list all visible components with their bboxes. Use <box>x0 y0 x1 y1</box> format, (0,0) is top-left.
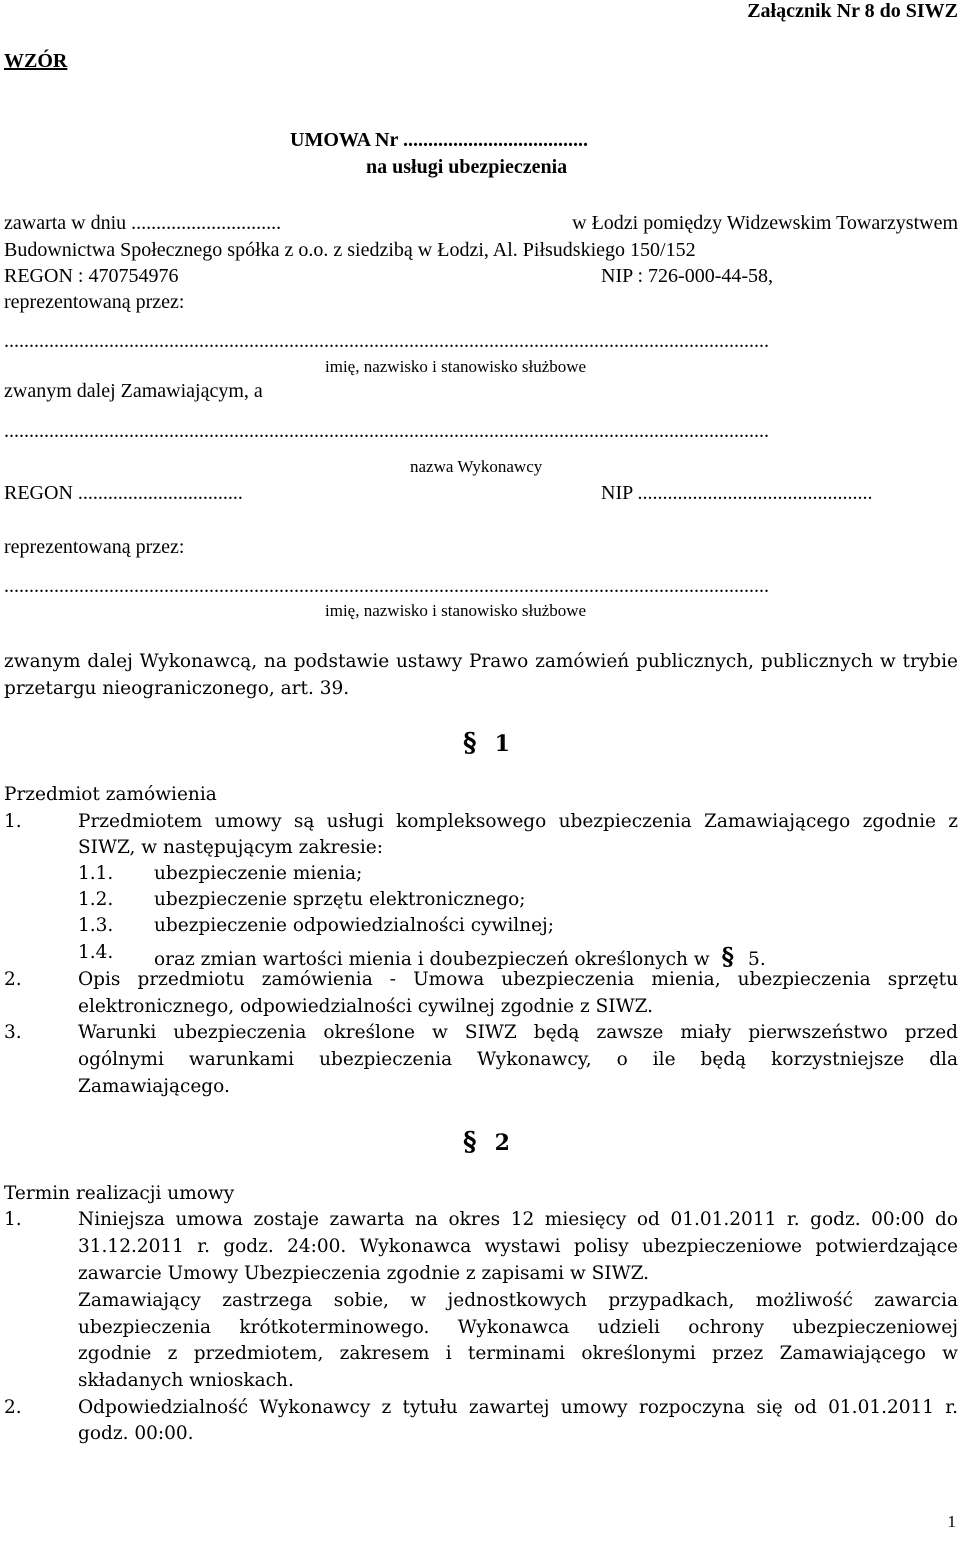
s2-p2-line2: godz. 00:00. <box>78 1423 194 1444</box>
s1-p2-line1: Opis przedmiotu zamówienia - Umowa ubezpieczenia mienia, ubezpieczenia sprzętu <box>78 969 958 990</box>
section-1-number: 1 <box>494 731 510 757</box>
s1-p2-number: 2. <box>4 969 22 990</box>
contractor-designation-line2: przetargu nieograniczonego, art. 39. <box>4 678 350 699</box>
client-regon: REGON : 470754976 <box>4 265 179 287</box>
contractor-representative-label: reprezentowaną przez: <box>4 536 185 558</box>
s2-p1-line2: 31.12.2011 r. godz. 24:00. Wykonawca wystawi polisy ubezpieczeniowe potwierdzające <box>78 1236 958 1257</box>
contractor-nip: NIP ............................................... <box>601 482 873 504</box>
s2-p2-line1: Odpowiedzialność Wykonawcy z tytułu zawartej umowy rozpoczyna się od 01.01.2011 r. <box>78 1397 958 1418</box>
s1-p1-line2: SIWZ, w następującym zakresie: <box>78 837 383 858</box>
s2-p1-line4: Zamawiający zastrzega sobie, w jednostkowych przypadkach, możliwość zawarcia <box>78 1290 958 1311</box>
client-designation: zwanym dalej Zamawiającym, a <box>4 380 263 402</box>
s1-p3-line1: Warunki ubezpieczenia określone w SIWZ będą zawsze miały pierwszeństwo przed <box>78 1022 958 1043</box>
s2-p1-number: 1. <box>4 1209 22 1230</box>
section-symbol-icon: § <box>463 1127 477 1157</box>
s1-sub1-number: 1.1. <box>78 863 114 884</box>
s1-p2-line2: elektronicznego, odpowiedzialności cywilnej zgodnie z SIWZ. <box>78 996 654 1017</box>
section-ref-symbol-icon: § <box>721 942 735 971</box>
contractor-regon: REGON ................................. <box>4 482 243 504</box>
s2-p1-line1: Niniejsza umowa zostaje zawarta na okres 12 miesięcy od 01.01.2011 r. godz. 00:00 do <box>78 1209 958 1230</box>
section-1-title: Przedmiot zamówienia <box>4 784 217 805</box>
s1-sub2-text: ubezpieczenie sprzętu elektronicznego; <box>154 889 526 910</box>
s2-p1-line5: ubezpieczenia krótkoterminowego. Wykonawca udzieli ochrony ubezpieczeniowej <box>78 1317 958 1338</box>
section-symbol-icon: § <box>463 728 477 758</box>
section-1-heading <box>463 728 510 758</box>
s1-sub2-number: 1.2. <box>78 889 114 910</box>
contract-subtitle: na usługi ubezpieczenia <box>366 156 568 178</box>
section-2-heading <box>463 1127 510 1157</box>
s1-sub4-main: oraz zmian wartości mienia i doubezpieczeń określonych w <box>154 949 710 970</box>
s1-sub4-ref: 5. <box>748 949 766 970</box>
section-2-title: Termin realizacji umowy <box>4 1183 235 1204</box>
page-number: 1 <box>947 1512 956 1531</box>
s2-p1-line7: składanych wnioskach. <box>78 1370 294 1391</box>
s1-sub4-text <box>154 942 766 971</box>
s1-p3-line3: Zamawiającego. <box>78 1076 230 1097</box>
s1-sub3-text: ubezpieczenie odpowiedzialności cywilnej; <box>154 915 555 936</box>
s1-p1-line1: Przedmiotem umowy są usługi kompleksowego ubezpieczenia Zamawiającego zgodnie z <box>78 811 958 832</box>
contract-title: UMOWA Nr ..................................... <box>290 129 588 151</box>
s1-sub1-text: ubezpieczenie mienia; <box>154 863 363 884</box>
s1-sub3-number: 1.3. <box>78 915 114 936</box>
s1-p1-number: 1. <box>4 811 22 832</box>
s1-p3-line2: ogólnymi warunkami ubezpieczenia Wykonawcy, o ile będą korzystniejsze dla <box>78 1049 958 1070</box>
intro-line2: Budownictwa Społecznego spółka z o.o. z siedzibą w Łodzi, Al. Piłsudskiego 150/152 <box>4 239 696 261</box>
client-representative-label: reprezentowaną przez: <box>4 291 185 313</box>
client-nip: NIP : 726-000-44-58, <box>601 265 774 287</box>
annex-label: Załącznik Nr 8 do SIWZ <box>747 0 958 22</box>
intro-line1-left: zawarta w dniu .............................. <box>4 212 282 234</box>
dotted-line-contractor: ......................................................................................................................................................... <box>4 420 769 442</box>
intro-line1-right: w Łodzi pomiędzy Widzewskim Towarzystwem <box>572 212 958 234</box>
caption-contractor: nazwa Wykonawcy <box>410 457 543 476</box>
s2-p1-line6: zgodnie z przedmiotem, zakresem i terminami określonymi przez Zamawiającego w <box>78 1343 958 1364</box>
dotted-line-representative-2: ......................................................................................................................................................... <box>4 575 769 597</box>
section-2-number: 2 <box>494 1130 510 1156</box>
contractor-designation-line1: zwanym dalej Wykonawcą, na podstawie ustawy Prawo zamówień publicznych, publicznych w trybie <box>4 651 958 672</box>
s2-p2-number: 2. <box>4 1397 22 1418</box>
s1-p3-number: 3. <box>4 1022 22 1043</box>
caption-person-2: imię, nazwisko i stanowisko służbowe <box>325 601 587 620</box>
s1-sub4-number: 1.4. <box>78 942 114 963</box>
s2-p1-line3: zawarcie Umowy Ubezpieczenia zgodnie z zapisami w SIWZ. <box>78 1263 650 1284</box>
dotted-line-representative-1: ......................................................................................................................................................... <box>4 330 769 352</box>
caption-person-1: imię, nazwisko i stanowisko służbowe <box>325 357 587 376</box>
template-label: WZÓR <box>4 50 68 72</box>
